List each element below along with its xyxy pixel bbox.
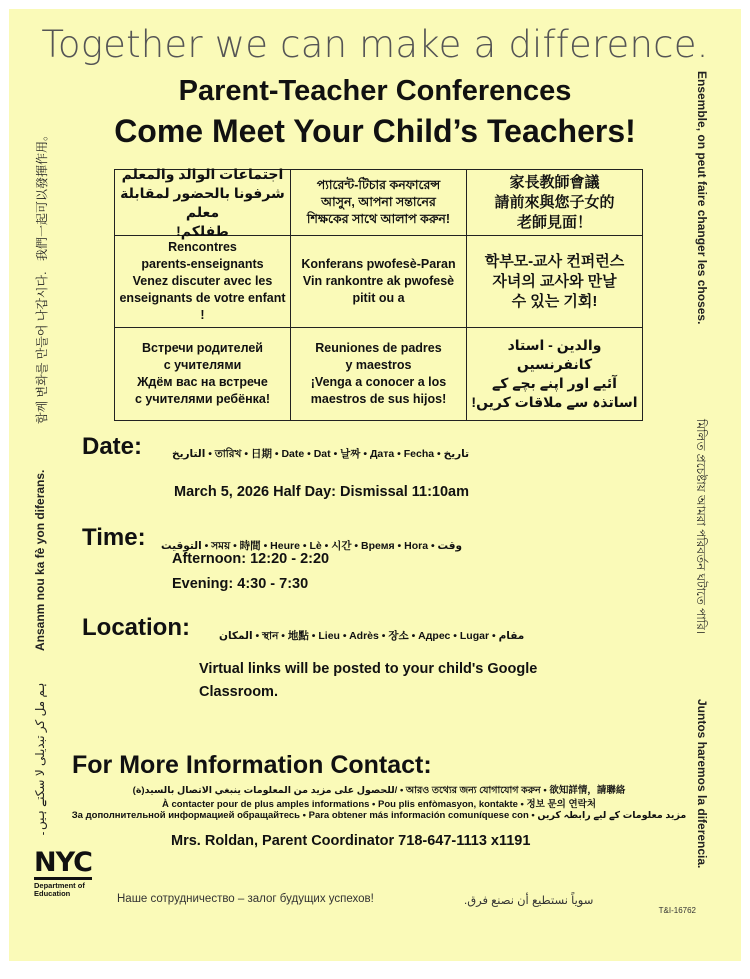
document-code: T&I-16762 — [658, 906, 696, 915]
time-evening: Evening: 4:30 - 7:30 — [172, 576, 309, 592]
location-line-1: Virtual links will be posted to your child's Google — [199, 661, 538, 677]
translation-french: Rencontres parents-enseignants Venez discuter avec les enseignants de votre enfant ! — [115, 236, 291, 328]
date-translations: التاريخ • তারিখ • 日期 • Date • Dat • 날짜 • Дата • Fecha • تاریخ — [172, 448, 470, 460]
time-label: Time: — [82, 524, 146, 551]
translation-chinese: 家長教師會議 請前來與您子女的 老師見面！ — [467, 170, 642, 236]
location-label: Location: — [82, 614, 190, 641]
date-label: Date: — [82, 433, 143, 460]
time-translations: التوقيت • সময় • 時間 • Heure • Lè • 시간 • Время • Hora • وقت — [161, 540, 463, 552]
title-line-1: Parent-Teacher Conferences — [178, 75, 572, 107]
side-text-korean: 함께 변화를 만들어 나갑시다. — [35, 271, 49, 424]
nyc-doe-logo — [34, 849, 92, 898]
side-text-french: Ensemble, on peut faire changer les choses. — [695, 71, 709, 325]
contact-translations-3: За дополнительной информацией обращайтесь • Para obtener más información comuníquese con • مزید معلومات کے لیے رابطہ کریں — [71, 810, 687, 821]
translation-arabic: اجتماعات الوالد والمعلم شرفونا بالحضور لمقابلة معلم طفلكم! — [115, 170, 291, 236]
location-line-2: Classroom. — [199, 684, 278, 700]
contact-person: Mrs. Roldan, Parent Coordinator 718-647-1113 x1191 — [171, 833, 531, 849]
translation-haitian-creole: Konferans pwofesè-Paran Vin rankontre ak pwofesè pitit ou a — [291, 236, 467, 328]
translation-grid — [114, 165, 643, 421]
translation-korean: 학부모-교사 컨퍼런스 자녀의 교사와 만날 수 있는 기회! — [467, 236, 642, 328]
nyc-logo-mark: NYC — [34, 847, 93, 878]
side-text-urdu: ہم مل کر تبدیلی لا سکتے ہیں۔ — [33, 682, 47, 837]
side-text-bengali: মিলিত প্রচেষ্টায় আমরা পরিবর্তন ঘটাতে পারি। — [694, 419, 708, 635]
side-text-haitian-creole: Ansanm nou ka fè yon diferans. — [33, 469, 47, 651]
slogan: Together we can make a difference. — [41, 23, 709, 66]
location-translations: المكان • স্থান • 地點 • Lieu • Adrès • 장소 • Адрес • Lugar • مقام — [219, 630, 525, 642]
translation-russian: Встречи родителей с учителями Ждём вас на встрече с учителями ребёнка! — [115, 328, 291, 420]
flyer-page — [9, 9, 741, 961]
translation-urdu: والدین - استاد کانفرنسیں آئیے اور اپنے بچے کے اساتذہ سے ملاقات کریں! — [471, 337, 638, 410]
date-value: March 5, 2026 Half Day: Dismissal 11:10am — [174, 484, 469, 500]
translation-bengali: প্যারেন্ট-টিচার কনফারেন্স আসুন, আপনা সন্তানের শিক্ষকের সাথে আলাপ করুন! — [291, 170, 467, 236]
contact-translations-1: للحصول على مزيد من المعلومات ينبغي الاتصال بالسيد(ة)/ • আরও তথ্যের জন্য যোগাযোগ করুন • 欲知詳情，請聯絡 — [132, 785, 626, 796]
time-afternoon: Afternoon: 12:20 - 2:20 — [172, 551, 330, 567]
side-text-chinese: 我們一起可以發揮作用。 — [35, 128, 49, 261]
side-text-spanish: Juntos haremos la diferencia. — [695, 699, 709, 869]
translation-spanish: Reuniones de padres y maestros ¡Venga a conocer a los maestros de sus hijos! — [291, 328, 467, 420]
contact-heading: For More Information Contact: — [72, 751, 432, 779]
contact-translations-2: À contacter pour de plus amples informations • Pou plis enfòmasyon, kontakte • 정보 문의 연락처 — [161, 799, 597, 810]
bottom-russian: Наше сотрудничество – залог будущих успехов! — [117, 893, 374, 905]
logo-subtitle: Department of Education — [34, 881, 85, 898]
bottom-arabic: سوياً نستطيع أن نصنع فرق. — [464, 895, 594, 907]
title-line-2: Come Meet Your Child’s Teachers! — [114, 113, 636, 149]
